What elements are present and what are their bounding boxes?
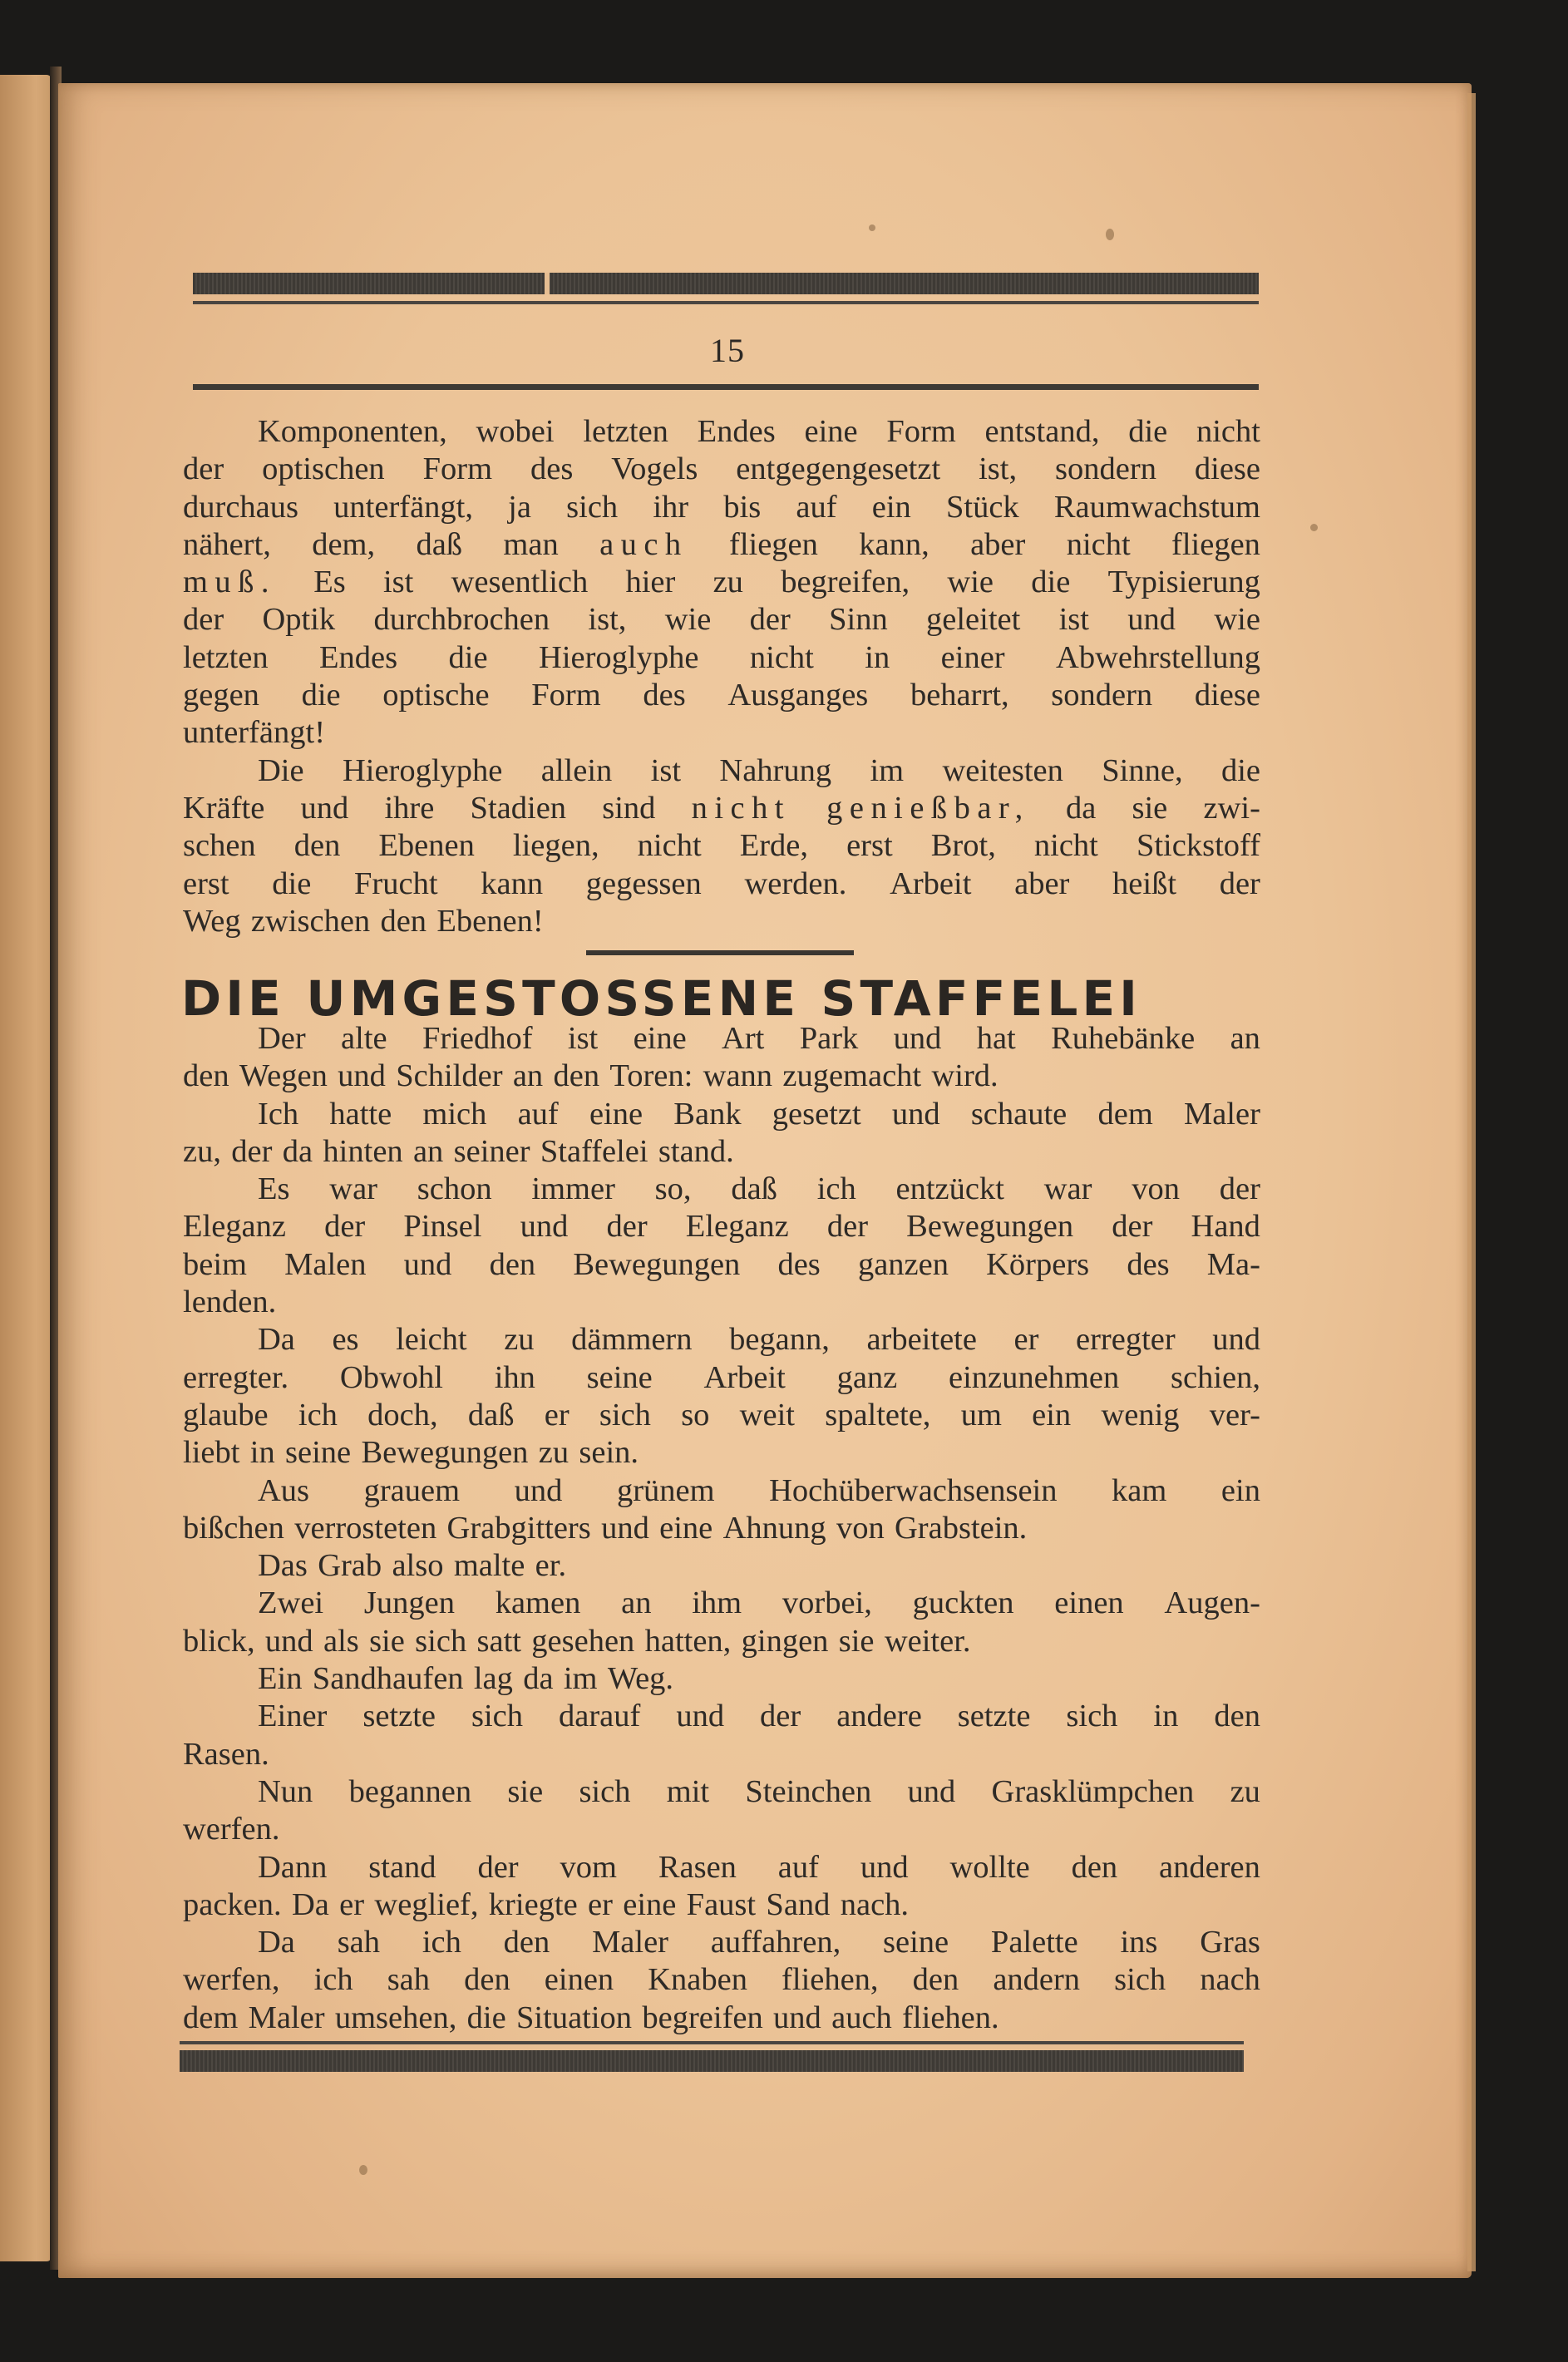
text-line: Ein Sandhaufen lag da im Weg. [258,1661,674,1697]
text-line: schen den Ebenen liegen, nicht Erde, erst Brot, nicht Stickstoff [183,828,1260,864]
story-text [183,1020,1260,2037]
text-line: lenden. [183,1285,277,1320]
text-line: muß. Es ist wesentlich hier zu begreifen, wie die Typisierung [183,565,1260,600]
paper-spot [869,224,875,231]
text-line: Weg zwischen den Ebenen! [183,903,544,939]
text-line: nähert, dem, daß man auch fliegen kann, aber nicht fliegen [183,526,1260,562]
text-line: liebt in seine Bewegungen zu sein. [183,1435,639,1471]
essay-text [183,413,1260,940]
text-line: den Wegen und Schilder an den Toren: wann zugemacht wird. [183,1058,998,1094]
text-line: Die Hieroglyphe allein ist Nahrung im weitesten Sinne, die [258,752,1260,788]
text-line: der optischen Form des Vogels entgegengesetzt ist, sondern diese [183,451,1260,487]
text-line: Das Grab also malte er. [258,1548,567,1584]
text-line: Da es leicht zu dämmern begann, arbeitete er erregter und [258,1322,1260,1358]
text-line: zu, der da hinten an seiner Staffelei stand. [183,1133,734,1169]
text-line: glaube ich doch, daß er sich so weit spaltete, um ein wenig ver- [183,1397,1260,1432]
text-line: werfen, ich sah den einen Knaben fliehen, den andern sich nach [183,1962,1260,1998]
text-line: unterfängt! [183,715,326,751]
text-line: beim Malen und den Bewegungen des ganzen Körpers des Ma- [183,1246,1260,1282]
section-divider [586,950,854,955]
top-band-split [545,273,550,294]
text-line: Aus grauem und grünem Hochüberwachsensein kam ein [258,1472,1260,1508]
text-line: durchaus unterfängt, ja sich ihr bis auf ein Stück Raumwachstum [183,489,1260,525]
text-line: Ich hatte mich auf eine Bank gesetzt und schaute dem Maler [258,1096,1260,1132]
text-line: gegen die optische Form des Ausganges beharrt, sondern diese [183,678,1260,713]
text-line: Zwei Jungen kamen an ihm vorbei, guckten einen Augen- [258,1585,1260,1621]
bottom-decorative-band [180,2050,1244,2072]
section-heading: DIE UMGESTOSSENE STAFFELEI [181,970,1142,1027]
paper-spot [1106,229,1114,240]
text-line: bißchen verrosteten Grabgitters und eine Ahnung von Grabstein. [183,1510,1028,1546]
page-edge-shadow [1467,93,1476,2271]
text-line: Es war schon immer so, daß ich entzückt war von der [258,1171,1260,1207]
text-line: letzten Endes die Hieroglyphe nicht in einer Abwehrstellung [183,639,1260,675]
text-line: erregter. Obwohl ihn seine Arbeit ganz einzunehmen schien, [183,1359,1260,1395]
text-line: dem Maler umsehen, die Situation begreifen und auch fliehen. [183,2000,999,2035]
bottom-thin-rule [180,2041,1244,2044]
page-number: 15 [710,332,745,369]
text-line: Kräfte und ihre Stadien sind nicht genießbar, da sie zwi- [183,790,1260,826]
top-thin-rule [193,301,1259,304]
text-line: packen. Da er weglief, kriegte er eine Faust Sand nach. [183,1886,910,1922]
text-line: werfen. [183,1812,280,1847]
text-line: Einer setzte sich darauf und der andere setzte sich in den [258,1699,1260,1734]
header-rule [193,384,1259,390]
text-line: Da sah ich den Maler auffahren, seine Palette ins Gras [258,1925,1260,1960]
text-line: Rasen. [183,1736,269,1772]
text-line: Nun begannen sie sich mit Steinchen und Grasklümpchen zu [258,1773,1260,1809]
paper-spot [1310,524,1318,531]
top-decorative-band [193,273,1259,294]
facing-page-edge [0,75,52,2261]
text-line: erst die Frucht kann gegessen werden. Arbeit aber heißt der [183,865,1260,901]
text-line: der Optik durchbrochen ist, wie der Sinn geleitet ist und wie [183,602,1260,638]
text-line: Der alte Friedhof ist eine Art Park und hat Ruhebänke an [258,1021,1260,1056]
text-line: Komponenten, wobei letzten Endes eine Form entstand, die nicht [258,414,1260,449]
text-line: Eleganz der Pinsel und der Eleganz der Bewegungen der Hand [183,1209,1260,1245]
text-line: Dann stand der vom Rasen auf und wollte den anderen [258,1849,1260,1885]
paper-spot [359,2165,367,2175]
text-line: blick, und als sie sich satt gesehen hatten, gingen sie weiter. [183,1623,971,1659]
